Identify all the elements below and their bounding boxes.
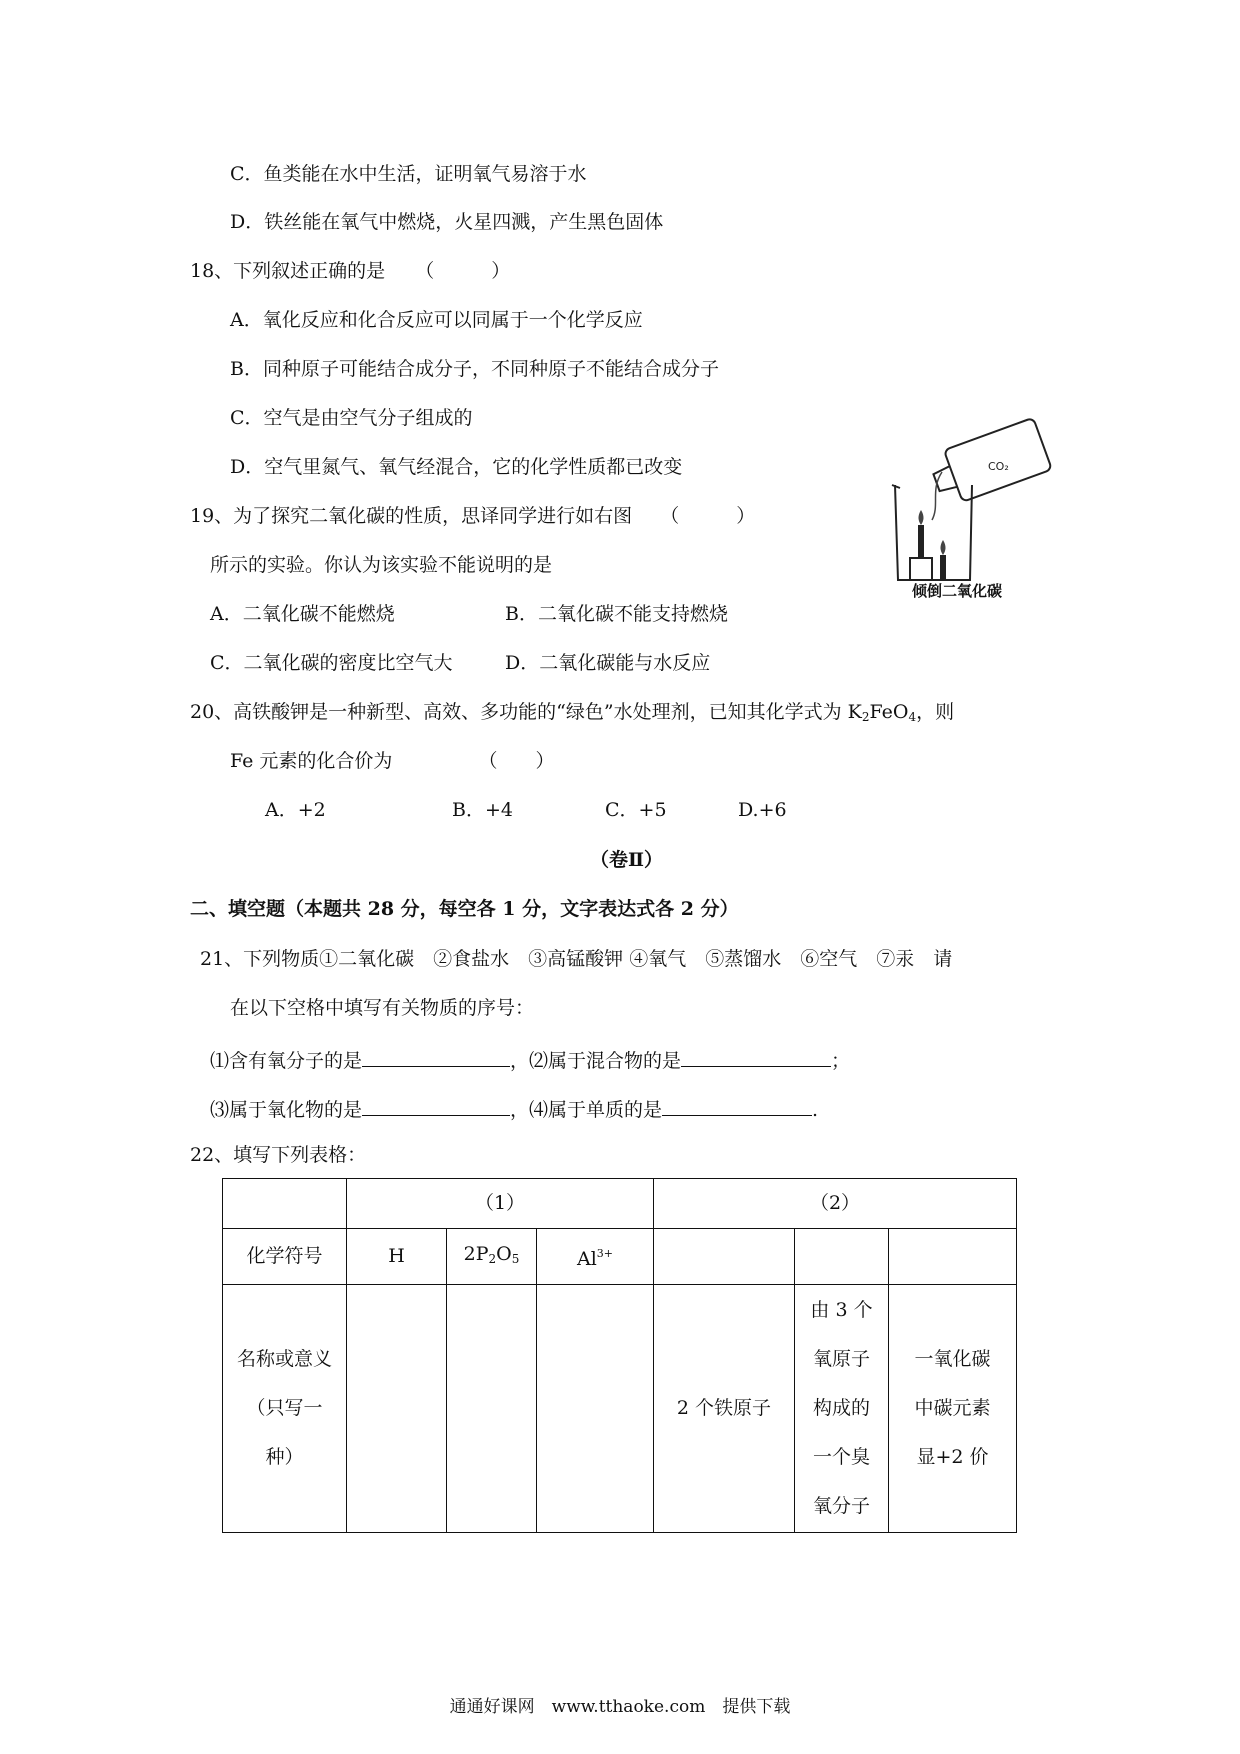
q17-option-c: C．鱼类能在水中生活，证明氧气易溶于水 bbox=[230, 163, 587, 185]
answer-cell-symbol-fe[interactable] bbox=[654, 1229, 795, 1285]
table-row-meanings bbox=[223, 1285, 1017, 1533]
section-title: （卷Ⅱ） bbox=[590, 849, 664, 871]
q21-row2 bbox=[210, 1097, 818, 1120]
p2o5-part-a: 2P bbox=[463, 1242, 489, 1265]
q22-table bbox=[222, 1178, 1017, 1533]
answer-cell-meaning-p2o5[interactable] bbox=[447, 1285, 537, 1533]
q20-stem-line1 bbox=[190, 703, 954, 723]
q22-stem: 22、填写下列表格： bbox=[190, 1144, 367, 1166]
q20-stem-text: 20、高铁酸钾是一种新型、高效、多功能的“绿色”水处理剂，已知其化学式为 K bbox=[190, 701, 862, 723]
q21-row2-end: . bbox=[812, 1099, 819, 1121]
q18-option-d: D．空气里氮气、氧气经混合，它的化学性质都已改变 bbox=[230, 456, 683, 478]
q21-part4-label: ，⑷属于单质的是 bbox=[510, 1099, 663, 1121]
answer-cell-meaning-al[interactable] bbox=[537, 1285, 654, 1533]
q21-stem-line1: 21、下列物质①二氧化碳 ②食盐水 ③高锰酸钾 ④氧气 ⑤蒸馏水 ⑥空气 ⑦汞 请 bbox=[200, 948, 953, 970]
q21-blank-1[interactable] bbox=[362, 1048, 510, 1067]
symbol-p2o5 bbox=[447, 1229, 537, 1285]
q18-option-c: C．空气是由空气分子组成的 bbox=[230, 407, 473, 429]
q20-subscript-o: 4 bbox=[908, 710, 917, 724]
p2o5-part-c: O bbox=[496, 1242, 512, 1265]
co2-pouring-figure bbox=[880, 410, 1060, 605]
q19-option-b: B．二氧化碳不能支持燃烧 bbox=[505, 603, 728, 625]
group2-header: （2） bbox=[654, 1179, 1017, 1229]
symbol-al bbox=[537, 1229, 654, 1285]
q20-answer-paren: （ ） bbox=[478, 750, 555, 772]
group1-header: （1） bbox=[347, 1179, 654, 1229]
q19-stem-text: 19、为了探究二氧化碳的性质，思译同学进行如右图 bbox=[190, 505, 633, 527]
table-corner-cell bbox=[223, 1179, 347, 1229]
q20-option-c: C．+5 bbox=[605, 799, 667, 821]
q18-stem bbox=[190, 262, 510, 281]
q21-blank-4[interactable] bbox=[662, 1097, 812, 1116]
q19-option-d: D．二氧化碳能与水反应 bbox=[505, 652, 711, 674]
q18-option-b: B．同种原子可能结合成分子，不同种原子不能结合成分子 bbox=[230, 358, 719, 380]
symbol-h: H bbox=[347, 1229, 447, 1285]
q19-option-c: C．二氧化碳的密度比空气大 bbox=[210, 652, 453, 674]
q18-stem-text: 18、下列叙述正确的是 bbox=[190, 260, 386, 282]
q20-formula-feo: FeO bbox=[869, 701, 909, 723]
q20-stem2-text: Fe 元素的化合价为 bbox=[230, 750, 393, 772]
co2-bottle-label: CO₂ bbox=[988, 460, 1009, 473]
q20-subscript-k: 2 bbox=[861, 710, 870, 724]
q21-part1-label: ⑴含有氧分子的是 bbox=[210, 1050, 363, 1072]
al-charge: 3+ bbox=[596, 1247, 614, 1260]
al-symbol: Al bbox=[576, 1248, 597, 1270]
q20-stem-end: ，则 bbox=[916, 701, 955, 723]
q20-stem-line2 bbox=[230, 752, 555, 771]
q18-option-a: A．氧化反应和化合反应可以同属于一个化学反应 bbox=[230, 309, 643, 331]
footer-credit: 通通好课网 www.tthaoke.com 提供下载 bbox=[449, 1697, 791, 1717]
q21-stem-line2: 在以下空格中填写有关物质的序号： bbox=[230, 997, 535, 1019]
q19-stem-line2: 所示的实验。你认为该实验不能说明的是 bbox=[210, 554, 553, 576]
meaning-o3: 由 3 个氧原子构成的一个臭氧分子 bbox=[795, 1285, 889, 1533]
q19-answer-paren: （ ） bbox=[660, 505, 756, 527]
q20-option-b: B．+4 bbox=[452, 799, 513, 821]
q21-row1-end: ； bbox=[831, 1050, 851, 1072]
answer-cell-meaning-h[interactable] bbox=[347, 1285, 447, 1533]
answer-cell-symbol-o3[interactable] bbox=[795, 1229, 889, 1285]
q18-answer-paren: （ ） bbox=[415, 260, 511, 282]
p2o5-sub-d: 5 bbox=[511, 1251, 520, 1266]
q21-part2-label: ，⑵属于混合物的是 bbox=[510, 1050, 682, 1072]
q20-option-d: D.+6 bbox=[738, 799, 787, 821]
q19-stem-line1 bbox=[190, 507, 755, 526]
meaning-co: 一氧化碳中碳元素显+2 价 bbox=[889, 1285, 1017, 1533]
answer-cell-symbol-co[interactable] bbox=[889, 1229, 1017, 1285]
part2-title: 二、填空题（本题共 28 分，每空各 1 分，文字表达式各 2 分） bbox=[190, 898, 739, 920]
table-row-symbols bbox=[223, 1229, 1017, 1285]
q21-blank-2[interactable] bbox=[681, 1048, 831, 1067]
table-row-groups bbox=[223, 1179, 1017, 1229]
co2-experiment-illustration bbox=[880, 410, 1060, 600]
q19-option-a: A．二氧化碳不能燃烧 bbox=[210, 603, 395, 625]
figure-caption: 倾倒二氧化碳 bbox=[912, 582, 1003, 600]
q21-row1 bbox=[210, 1048, 850, 1071]
meaning-fe: 2 个铁原子 bbox=[654, 1285, 795, 1533]
row2-header: 名称或意义（只写一种） bbox=[223, 1285, 347, 1533]
q20-option-a: A．+2 bbox=[265, 799, 326, 821]
q21-blank-3[interactable] bbox=[362, 1097, 510, 1116]
q21-part3-label: ⑶属于氧化物的是 bbox=[210, 1099, 363, 1121]
q17-option-d: D．铁丝能在氧气中燃烧，火星四溅，产生黑色固体 bbox=[230, 211, 664, 233]
p2o5-sub-b: 2 bbox=[488, 1251, 497, 1266]
row1-header: 化学符号 bbox=[223, 1229, 347, 1285]
